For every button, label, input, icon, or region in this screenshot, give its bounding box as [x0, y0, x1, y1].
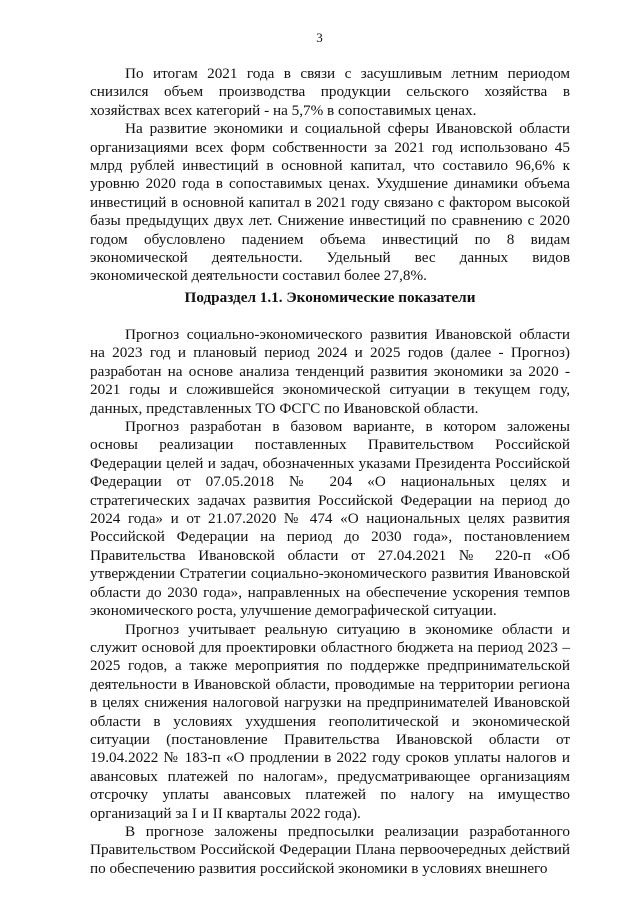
section-text-block — [90, 326, 570, 878]
paragraph-agriculture: По итогам 2021 года в связи с засушливым летним периодом снизился объем производства продукции сельского хозяйства в хозяйствах всех категорий - на 5,7% в сопоставимых ценах. — [90, 65, 570, 119]
paragraph-forecast-situation: Прогноз учитывает реальную ситуацию в экономике области и служит основой для проектировки областного бюджета на период 2023 – 2025 годов, а также мероприятия по поддержке предпринимательской деятельности в Ивановской области, проводимые на территории региона в целях снижения налоговой нагрузки на предпринимателей Ивановской области в условиях ухудшения геополитической и экономической ситуации (постановление Правительства Ивановской области от 19.04.2022 № 183-п «О продлении в 2022 году сроков уплаты налогов и авансовых платежей по налогам», предусматривающее организациям отсрочку уплаты авансовых платежей по налогу на имущество организаций за I и II кварталы 2022 года). — [90, 620, 570, 822]
section-heading: Подраздел 1.1. Экономические показатели — [184, 289, 476, 306]
intro-text-block — [90, 65, 570, 286]
paragraph-forecast-variant: Прогноз разработан в базовом варианте, в котором заложены основы реализации поставленных Правительством Российской Федерации целей и задач, обозначенных указами Президента Российской Федерации от 07.05.2018 № 204 «О национальных целях и стратегических задачах развития Российской Федерации на период до 2024 года» и от 21.07.2020 № 474 «О национальных целях развития Российской Федерации на период до 2030 года», постановлением Правительства Ивановской области от 27.04.2021 № 220-п «Об утверждении Стратегии социально-экономического развития Ивановской области до 2030 года», направленных на обеспечение ускорения темпов экономического роста, улучшение демографической ситуации. — [90, 418, 570, 620]
paragraph-forecast-basis: Прогноз социально-экономического развития Ивановской области на 2023 год и плановый период 2024 и 2025 годов (далее - Прогноз) разработан на основе анализа тенденций развития экономики за 2020 - 2021 годы и сложившейся экономической ситуации в текущем году, данных, представленных ТО ФСГС по Ивановской области. — [90, 326, 570, 417]
paragraph-investments: На развитие экономики и социальной сферы Ивановской области организациями всех форм собственности за 2021 год использовано 45 млрд рублей инвестиций в основной капитал, что составило 96,6% к уровню 2020 года в сопоставимых ценах. Ухудшение динамики объема инвестиций в основной капитал в 2021 году связано с фактором высокой базы предыдущих двух лет. Снижение инвестиций по сравнению с 2020 годом обусловлено падением объема инвестиций по 8 видам экономической деятельности. Удельный вес данных видов экономической деятельности составил более 27,8%. — [90, 120, 570, 285]
page-number: 3 — [316, 30, 323, 45]
paragraph-forecast-prerequisites: В прогнозе заложены предпосылки реализации разработанного Правительством Российской Федерации Плана первоочередных действий по обеспечению развития российской экономики в условиях внешнего — [90, 822, 570, 877]
